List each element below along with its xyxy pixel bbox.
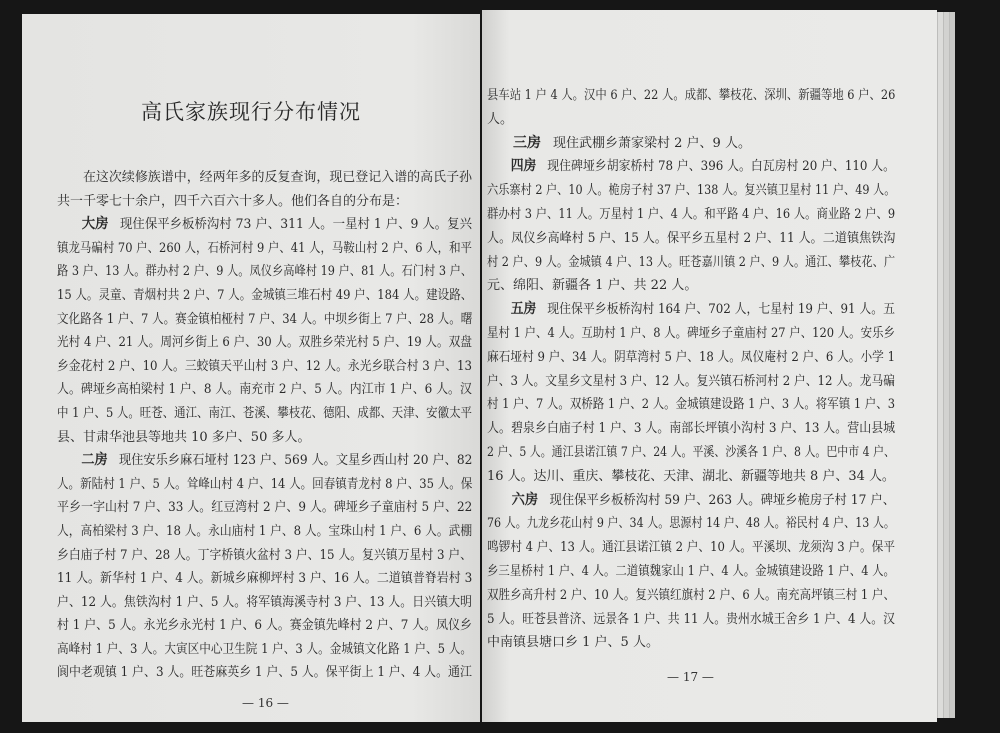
text-line [57, 237, 472, 261]
text-line [487, 346, 895, 370]
text-line [57, 591, 472, 615]
text-line [57, 661, 472, 685]
line-text: 人。新陆村 1 户、5 人。耸峰山村 4 户、14 人。回春镇青龙村 8 户、35 人。保 [57, 476, 473, 492]
text-line [487, 536, 895, 560]
line-text: 镇龙马碥村 70 户、260 人，石桥河村 9 户、41 人，马鞍山村 2 户、6 人，和平 [57, 240, 472, 256]
text-line [57, 402, 472, 426]
page-number: — 16 — [242, 696, 289, 710]
branch-heading: 大房 [81, 216, 109, 233]
text-line [487, 512, 895, 536]
text-line [487, 417, 895, 441]
line-text: 群办村 3 户、11 人。万星村 1 户、4 人。和平路 4 户、16 人。商业路 2 户、9 [487, 206, 896, 222]
line-text: 在这次续修族谱中，经两年多的反复查询，现已登记入谱的高氏子孙 [82, 170, 473, 185]
text-line [57, 449, 472, 473]
page-body [57, 166, 472, 685]
line-text: 人，高柏梁村 3 户、18 人。永山庙村 1 户、8 人。宝珠山村 1 户、6 人。武棚 [57, 523, 473, 539]
branch-heading: 六房 [511, 491, 539, 508]
text-line [487, 370, 895, 394]
text-line [57, 496, 472, 520]
line-text: 县、甘肃华池县等地共 10 多户、50 多人。 [57, 429, 311, 445]
line-text: 16 人。达川、重庆、攀枝花、天津、湖北、新疆等地共 8 户、34 人。 [487, 468, 895, 484]
text-line [487, 441, 895, 465]
text-line [57, 166, 472, 190]
line-text: 现住保平乡板桥沟村 73 户、311 人。一星村 1 户、9 人。复兴 [119, 217, 472, 233]
line-text: 村 1 户、7 人。双桥路 1 户、2 人。金城镇建设路 1 户、3 人。将军镇 1 户、3 [487, 397, 895, 413]
text-line [487, 251, 895, 275]
line-text: 现住保平乡板桥沟村 59 户、263 人。碑垭乡桅房子村 17 户、 [549, 492, 895, 508]
text-line [487, 155, 895, 179]
text-line [487, 465, 895, 489]
line-text: 2 户、5 人。通江县诺江镇 7 户、24 人。平溪、沙溪各 1 户、8 人。巴中市 4 户、 [487, 444, 895, 460]
text-line [57, 567, 472, 591]
line-text: 5 人。旺苍县普济、远景各 1 户、共 11 人。贵州水城王舍乡 1 户、4 人。汉 [487, 611, 895, 627]
line-text: 现住武棚乡萧家梁村 2 户、9 人。 [553, 135, 751, 151]
line-text: 乡三星桥村 1 户、4 人。二道镇魏家山 1 户、4 人。金城镇建设路 1 户、4 人。 [487, 563, 895, 579]
line-text: 乡白庙子村 7 户、28 人。丁字桥镇火盆村 3 户、15 人。复兴镇万星村 3 户、 [57, 547, 472, 563]
branch-heading: 四房 [510, 158, 537, 175]
text-line [487, 489, 895, 513]
line-text: 元、绵阳、新疆各 1 户、共 22 人。 [487, 278, 698, 294]
text-line [487, 227, 895, 251]
text-line [487, 132, 895, 156]
left-page [22, 14, 480, 722]
page-title: 高氏家族现行分布情况 [141, 100, 361, 124]
text-line [487, 179, 895, 203]
line-text: 中南镇县塘口乡 1 户、5 人。 [487, 635, 659, 651]
text-line [487, 108, 895, 132]
line-text: 村 2 户、9 人。金城镇 4 户、13 人。旺苍嘉川镇 2 户、9 人。通江、攀枝花、广 [487, 254, 896, 270]
text-line [57, 614, 472, 638]
text-line [487, 584, 895, 608]
text-line [487, 84, 895, 108]
line-text: 76 人。九龙乡花山村 9 户、34 人。思源村 14 户、48 人。裕民村 4 户、13 人。 [487, 516, 895, 532]
line-text: 路 3 户、13 人。群办村 2 户、9 人。凤仪乡高峰村 19 户、81 人。石门村 3 户、 [57, 264, 473, 280]
line-text: 人。凤仪乡高峰村 5 户、15 人。保平乡五星村 2 户、11 人。二道镇焦铁沟 [487, 230, 896, 246]
text-line [57, 378, 472, 402]
line-text: 户、12 人。焦铁沟村 1 户、5 人。将军镇海溪寺村 3 户、13 人。日兴镇大明 [57, 594, 472, 610]
line-text: 15 人。灵童、青烟村共 2 户、7 人。金城镇三堆石村 49 户、184 人。建设路、 [57, 287, 473, 303]
line-text: 星村 1 户、4 人。互助村 1 户、8 人。碑垭乡子童庙村 27 户、120 人。安乐乡 [487, 325, 895, 341]
right-page [482, 10, 937, 722]
line-text: 户、3 人。文星乡文星村 3 户、12 人。复兴镇石桥河村 2 户、12 人。龙马碥 [487, 373, 895, 389]
branch-heading: 五房 [510, 301, 537, 318]
line-text: 平乡一字山村 7 户、33 人。红豆湾村 2 户、9 人。碑垭乡子童庙村 5 户、22 [57, 500, 473, 516]
text-line [57, 284, 472, 308]
branch-heading: 三房 [513, 134, 541, 151]
text-line [487, 298, 895, 322]
page-number: — 17 — [667, 670, 714, 684]
text-line [57, 190, 472, 214]
line-text: 鸣锣村 4 户、13 人。通江县诺江镇 2 户、10 人。平溪坝、龙须沟 3 户。保平 [487, 540, 895, 556]
text-line [487, 393, 895, 417]
text-line [57, 355, 472, 379]
line-text: 光村 4 户、21 人。周河乡街上 6 户、30 人。双胜乡荣光村 5 户、19 人。双盘 [57, 335, 472, 351]
line-text: 麻石垭村 9 户、34 人。阴草湾村 5 户、18 人。凤仪庵村 2 户、6 人。小学 1 [487, 349, 895, 365]
line-text: 现住保平乡板桥沟村 164 户、702 人，七星村 19 户、91 人。五 [547, 302, 896, 318]
page-body [487, 84, 895, 655]
line-text: 现住安乐乡麻石垭村 123 户、569 人。文星乡西山村 20 户、82 [118, 453, 473, 469]
line-text: 阆中老观镇 1 户、3 人。旺苍麻英乡 1 户、5 人。保平街上 1 户、4 人。通江 [57, 665, 472, 681]
line-text: 高峰村 1 户、3 人。大寅区中心卫生院 1 户、3 人。金城镇文化路 1 户、5 人。 [57, 641, 472, 657]
line-text: 乡金花村 2 户、10 人。三蛟镇天平山村 3 户、12 人。永光乡联合村 3 户、13 [57, 358, 472, 374]
text-line [487, 274, 895, 298]
line-text: 县车站 1 户 4 人。汉中 6 户、22 人。成都、攀枝花、深圳、新疆等地 6 户、26 [487, 88, 896, 103]
text-line [57, 638, 472, 662]
line-text: 现住碑垭乡胡家桥村 78 户、396 人。白瓦房村 20 户、110 人。 [547, 159, 896, 175]
text-line [487, 560, 895, 584]
branch-heading: 二房 [81, 452, 108, 469]
text-line [57, 544, 472, 568]
line-text: 文化路各 1 户、7 人。赛金镇柏桠村 7 户、34 人。中坝乡街上 7 户、28 人。曙 [57, 311, 473, 327]
page-edge [949, 12, 955, 718]
line-text: 人。 [487, 111, 514, 127]
text-line [57, 213, 472, 237]
text-line [57, 426, 472, 450]
line-text: 双胜乡高升村 2 户、10 人。复兴镇红旗村 2 户、6 人。南充高坪镇三村 1 户、 [487, 587, 895, 603]
line-text: 六乐寨村 2 户、10 人。桅房子村 37 户、138 人。复兴镇卫星村 11 户、49 人。 [487, 183, 896, 199]
text-line [57, 520, 472, 544]
text-line [57, 331, 472, 355]
text-line [487, 608, 895, 632]
text-line [57, 260, 472, 284]
text-line [57, 308, 472, 332]
line-text: 村 1 户、5 人。永光乡永光村 1 户、6 人。赛金镇先峰村 2 户、7 人。凤仪乡 [57, 618, 472, 634]
text-line [57, 473, 472, 497]
line-text: 人。碑垭乡高柏梁村 1 户、8 人。南充市 2 户、5 人。内江市 1 户、6 人。汉 [57, 382, 472, 398]
text-line [487, 322, 895, 346]
line-text: 中 1 户、5 人。旺苍、通江、南江、苍溪、攀枝花、德阳、成都、天津、安徽太平 [57, 405, 472, 421]
text-line [487, 203, 895, 227]
line-text: 共一千零七十余户，四千六百六十多人。他们各自的分布是： [57, 193, 409, 209]
line-text: 人。碧泉乡白庙子村 1 户、3 人。南部长坪镇小沟村 3 户、13 人。营山县城 [487, 421, 896, 437]
line-text: 11 人。新华村 1 户、4 人。新城乡麻柳坪村 3 户、16 人。二道镇普脊岩村 3 [57, 571, 473, 587]
text-line [487, 631, 895, 655]
